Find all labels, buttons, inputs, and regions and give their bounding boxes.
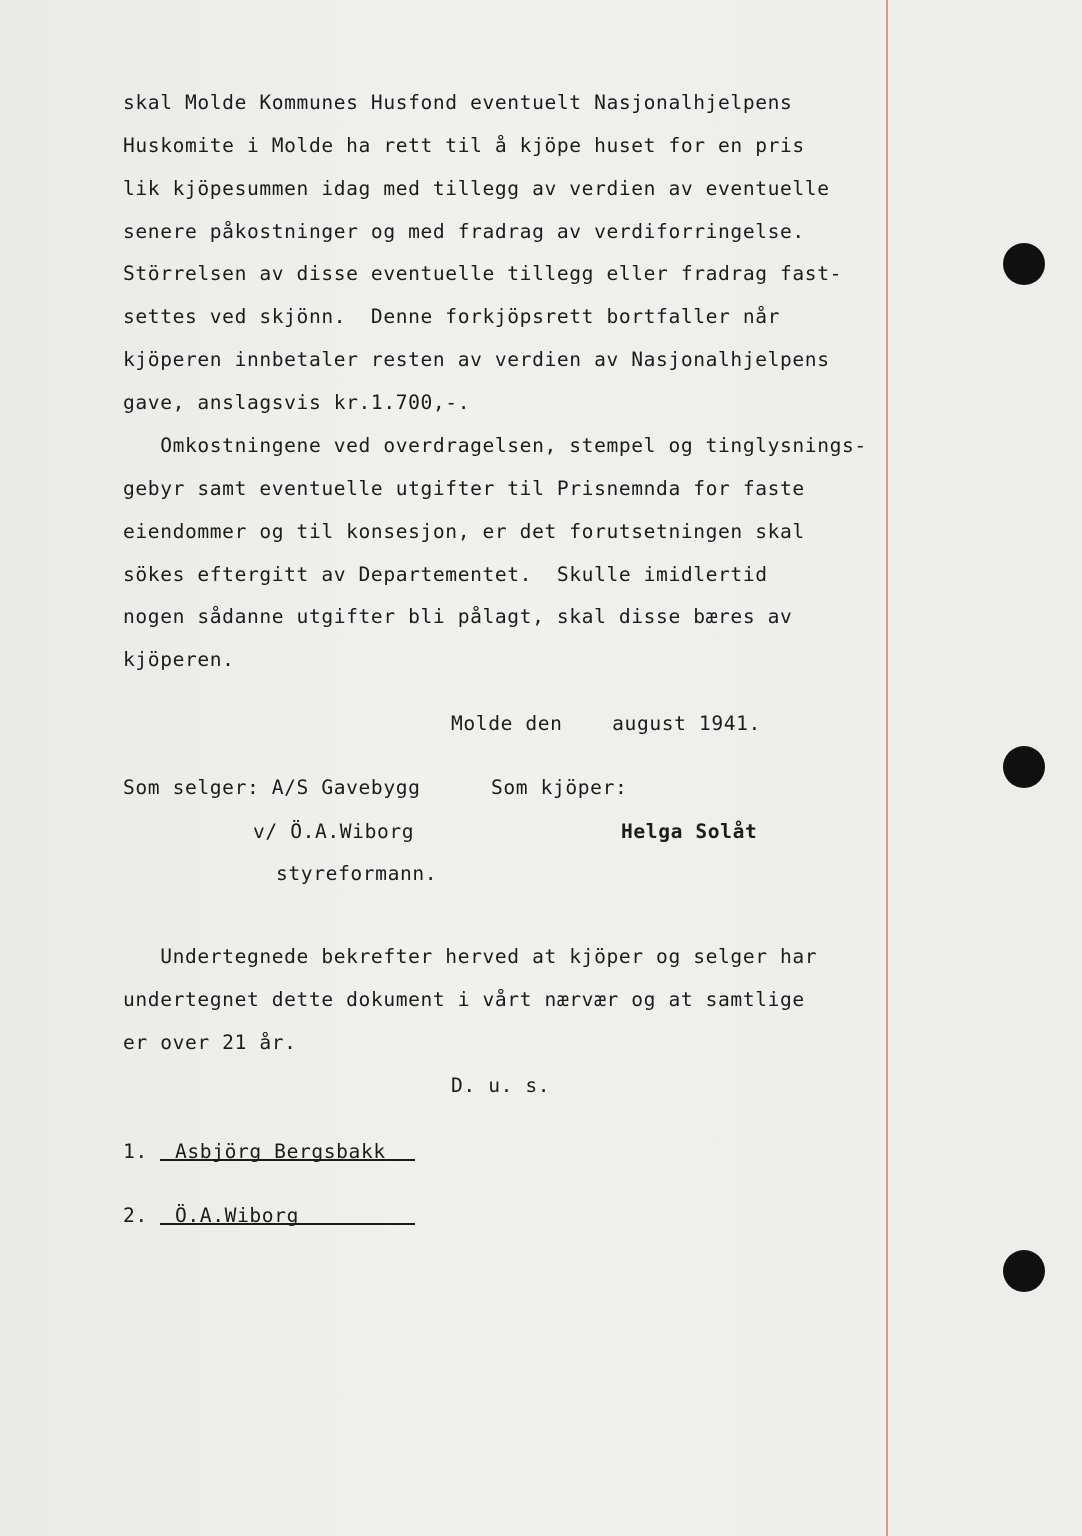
text-line: eiendommer og til konsesjon, er det forutsetningen skal bbox=[123, 520, 805, 543]
place-date: Molde den august 1941. bbox=[451, 712, 761, 735]
buyer-name: Helga Solåt bbox=[621, 820, 758, 843]
text-line: skal Molde Kommunes Husfond eventuelt Nasjonalhjelpens bbox=[123, 91, 793, 114]
text-line: er over 21 år. bbox=[123, 1031, 297, 1054]
signature-line bbox=[160, 1159, 415, 1161]
witness-name: Asbjörg Bergsbakk bbox=[175, 1140, 386, 1163]
text-line: Störrelsen av disse eventuelle tillegg eller fradrag fast- bbox=[123, 262, 842, 285]
text-line: gave, anslagsvis kr.1.700,-. bbox=[123, 391, 471, 414]
punch-hole bbox=[1003, 746, 1045, 788]
witness-number: 2. bbox=[123, 1204, 148, 1227]
witness-name: Ö.A.Wiborg bbox=[175, 1204, 299, 1227]
seller-signatory: v/ Ö.A.Wiborg bbox=[253, 820, 415, 843]
text-line: lik kjöpesummen idag med tillegg av verdien av eventuelle bbox=[123, 177, 830, 200]
margin-rule bbox=[886, 0, 888, 1536]
punch-hole bbox=[1003, 1250, 1045, 1292]
text-line: kjöperen. bbox=[123, 648, 235, 671]
text-line: gebyr samt eventuelle utgifter til Prisnemnda for faste bbox=[123, 477, 805, 500]
text-line: sökes eftergitt av Departementet. Skulle imidlertid bbox=[123, 563, 768, 586]
text-line: senere påkostninger og med fradrag av verdiforringelse. bbox=[123, 220, 805, 243]
text-line: Undertegnede bekrefter herved at kjöper og selger har bbox=[123, 945, 818, 968]
dus-mark: D. u. s. bbox=[451, 1074, 551, 1097]
seller-label: Som selger: A/S Gavebygg bbox=[123, 776, 421, 799]
witness-number: 1. bbox=[123, 1140, 148, 1163]
text-line: Huskomite i Molde ha rett til å kjöpe huset for en pris bbox=[123, 134, 805, 157]
text-line: nogen sådanne utgifter bli pålagt, skal disse bæres av bbox=[123, 605, 793, 628]
text-line: Omkostningene ved overdragelsen, stempel og tinglysnings- bbox=[123, 434, 867, 457]
text-line: settes ved skjönn. Denne forkjöpsrett bortfaller når bbox=[123, 305, 781, 328]
seller-title: styreformann. bbox=[276, 862, 438, 885]
text-line: kjöperen innbetaler resten av verdien av Nasjonalhjelpens bbox=[123, 348, 830, 371]
text-line: undertegnet dette dokument i vårt nærvær og at samtlige bbox=[123, 988, 805, 1011]
signature-line bbox=[160, 1223, 415, 1225]
buyer-label: Som kjöper: bbox=[491, 776, 628, 799]
punch-hole bbox=[1003, 243, 1045, 285]
